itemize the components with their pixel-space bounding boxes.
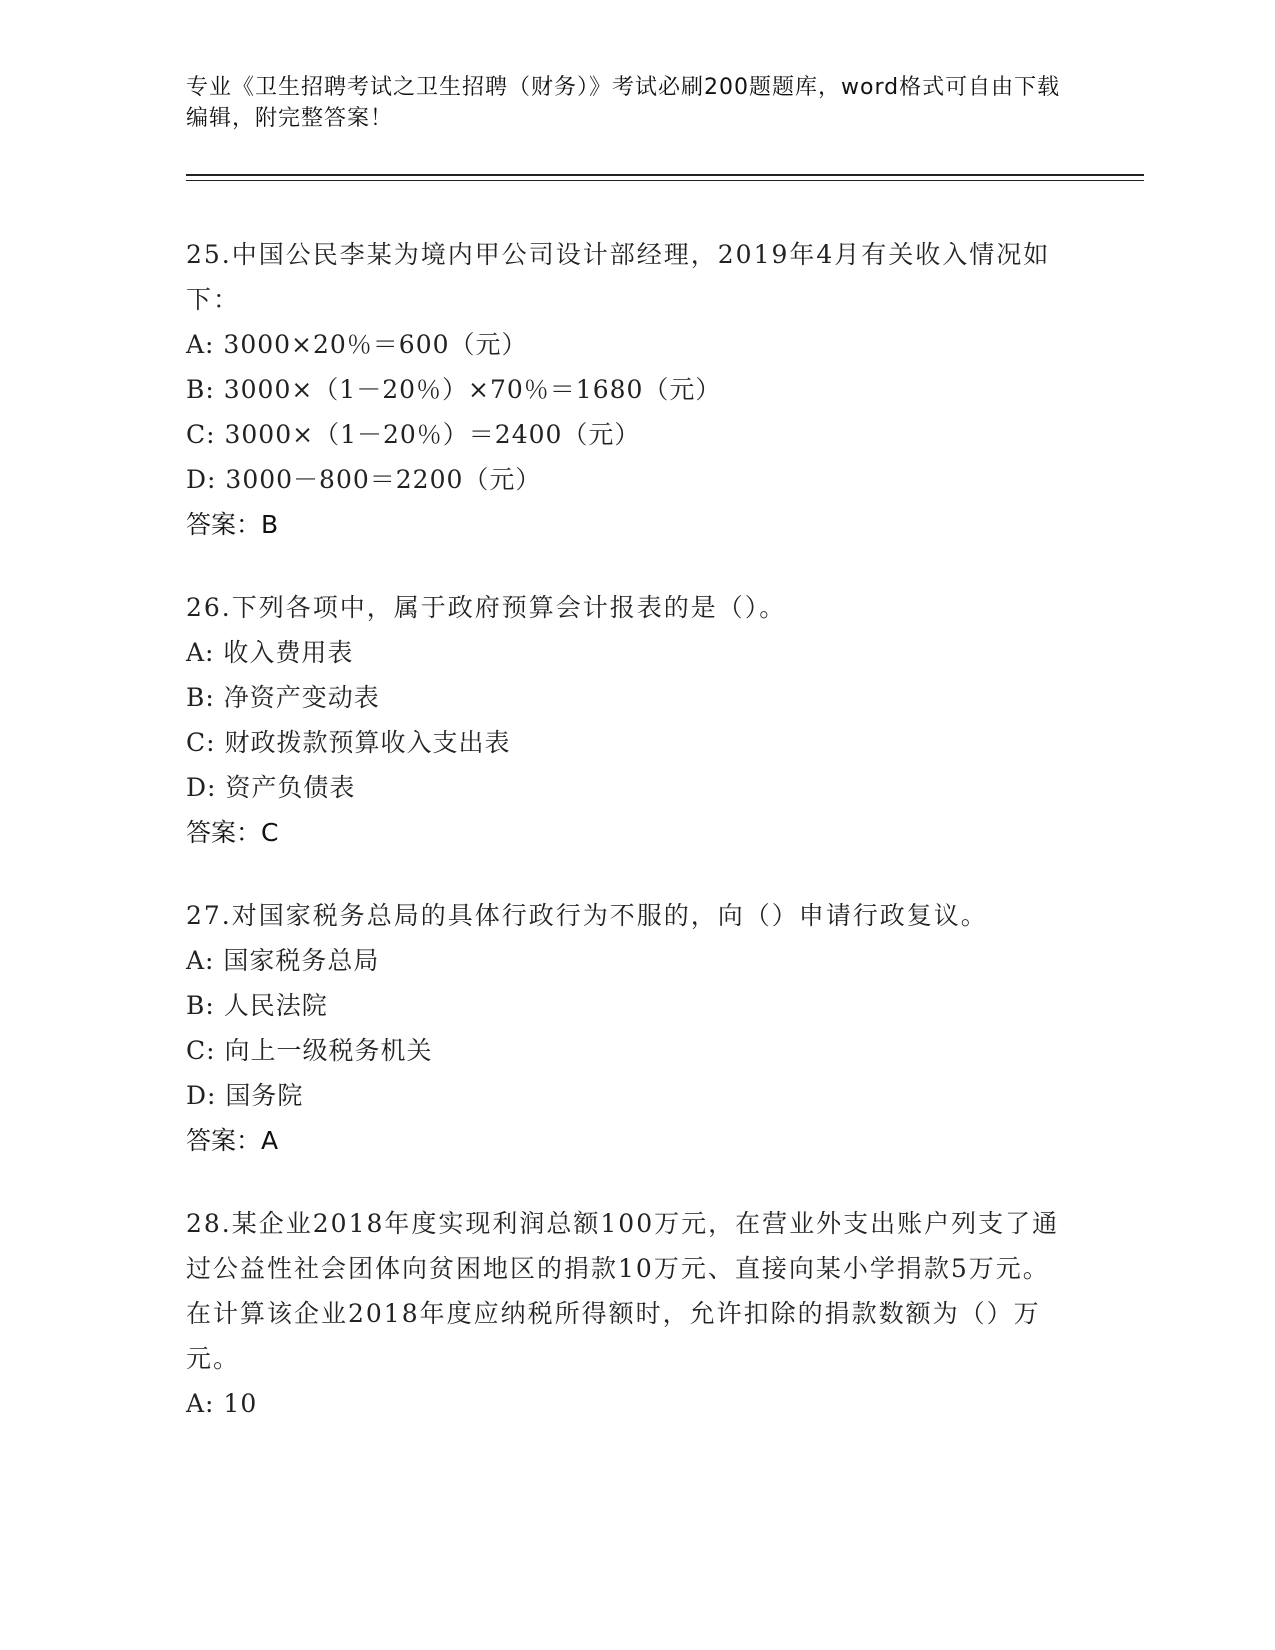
- question-stem: 28.某企业2018年度实现利润总额100万元，在营业外支出账户列支了通过公益性社会团体向贫困地区的捐款10万元、直接向某小学捐款5万元。在计算该企业2018年度应纳税所得额时，允许扣除的捐款数额为（）万元。: [186, 1209, 1060, 1373]
- header-divider-thin: [186, 180, 1144, 181]
- question-28: [186, 1201, 1066, 1426]
- option-a: A: 国家税务总局: [186, 946, 380, 975]
- question-stem: 25.中国公民李某为境内甲公司设计部经理，2019年4月有关收入情况如下：: [186, 240, 1051, 314]
- option-d: D: 3000－800＝2200（元）: [186, 465, 542, 494]
- option-b: B: 人民法院: [186, 991, 328, 1020]
- question-stem: 26.下列各项中，属于政府预算会计报表的是（）。: [186, 593, 787, 622]
- document-header: 专业《卫生招聘考试之卫生招聘（财务）》考试必刷200题题库，word格式可自由下载编辑，附完整答案！: [186, 75, 1061, 131]
- option-d: D: 国务院: [186, 1081, 304, 1110]
- option-a: A: 收入费用表: [186, 638, 354, 667]
- question-list: [186, 232, 1066, 1464]
- option-c: C: 财政拨款预算收入支出表: [186, 728, 511, 757]
- option-a: A: 10: [186, 1389, 258, 1418]
- option-b: B: 净资产变动表: [186, 683, 380, 712]
- option-b: B: 3000×（1－20％）×70％＝1680（元）: [186, 375, 722, 404]
- answer-label: 答案：A: [186, 1126, 279, 1155]
- option-c: C: 3000×（1－20％）＝2400（元）: [186, 420, 641, 449]
- option-a: A: 3000×20％＝600（元）: [186, 330, 528, 359]
- question-27: [186, 893, 1066, 1163]
- answer-label: 答案：B: [186, 510, 279, 539]
- question-25: [186, 232, 1066, 547]
- option-c: C: 向上一级税务机关: [186, 1036, 433, 1065]
- question-26: [186, 585, 1066, 855]
- option-d: D: 资产负债表: [186, 773, 356, 802]
- answer-label: 答案：C: [186, 818, 279, 847]
- question-stem: 27.对国家税务总局的具体行政行为不服的，向（）申请行政复议。: [186, 901, 988, 930]
- header-divider-thick: [186, 174, 1144, 176]
